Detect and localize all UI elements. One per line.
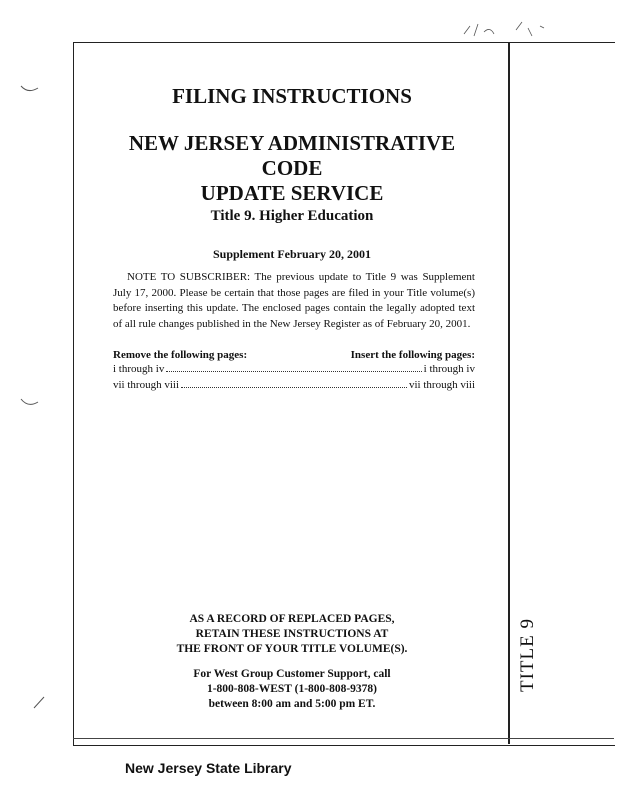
page-row [113, 379, 475, 391]
record-line: THE FRONT OF YOUR TITLE VOLUME(S). [176, 643, 408, 655]
scan-mark [32, 694, 46, 710]
bottom-rule [73, 738, 614, 739]
page-row [113, 363, 475, 375]
title-tab-label: TITLE 9 [517, 617, 538, 693]
supplement-date: Supplement February 20, 2001 [212, 247, 371, 261]
handwriting-mark [460, 18, 550, 40]
subscriber-note: NOTE TO SUBSCRIBER: The previous update to Title 9 was Supplement July 17, 2000. Please be certain that those pages are filed in your Title volume(s) before inserting this update. The enclosed pages contain the legally adopted text of all rule changes published in the New Jersey Register as of February 20, 2001. [113, 271, 475, 330]
remove-pages: i through iv [113, 363, 165, 375]
pages-column-headers [113, 349, 475, 361]
page-title: FILING INSTRUCTIONS [172, 84, 412, 108]
support-contact [110, 667, 474, 712]
record-instructions [110, 612, 474, 657]
code-heading-line2: UPDATE SERVICE [200, 181, 384, 205]
record-line: AS A RECORD OF REPLACED PAGES, [189, 613, 395, 625]
title-heading: Title 9. Higher Education [210, 208, 374, 224]
record-line: RETAIN THESE INSTRUCTIONS AT [195, 628, 389, 640]
remove-header: Remove the following pages: [113, 349, 248, 361]
library-stamp: New Jersey State Library [125, 760, 292, 776]
insert-pages: i through iv [423, 363, 475, 375]
insert-header: Insert the following pages: [350, 349, 475, 361]
support-hours: between 8:00 am and 5:00 pm ET. [208, 698, 376, 710]
scan-mark [20, 82, 40, 94]
scan-mark [20, 396, 40, 408]
support-line: For West Group Customer Support, call [193, 668, 391, 680]
dot-leader [166, 363, 421, 372]
dot-leader [181, 379, 407, 388]
remove-pages: vii through viii [113, 379, 179, 391]
tab-divider [508, 42, 510, 744]
support-phone: 1-800-808-WEST (1-800-808-9378) [206, 683, 378, 695]
code-heading [110, 131, 474, 206]
code-heading-line1: NEW JERSEY ADMINISTRATIVE CODE [128, 131, 456, 180]
insert-pages: vii through viii [409, 379, 475, 391]
